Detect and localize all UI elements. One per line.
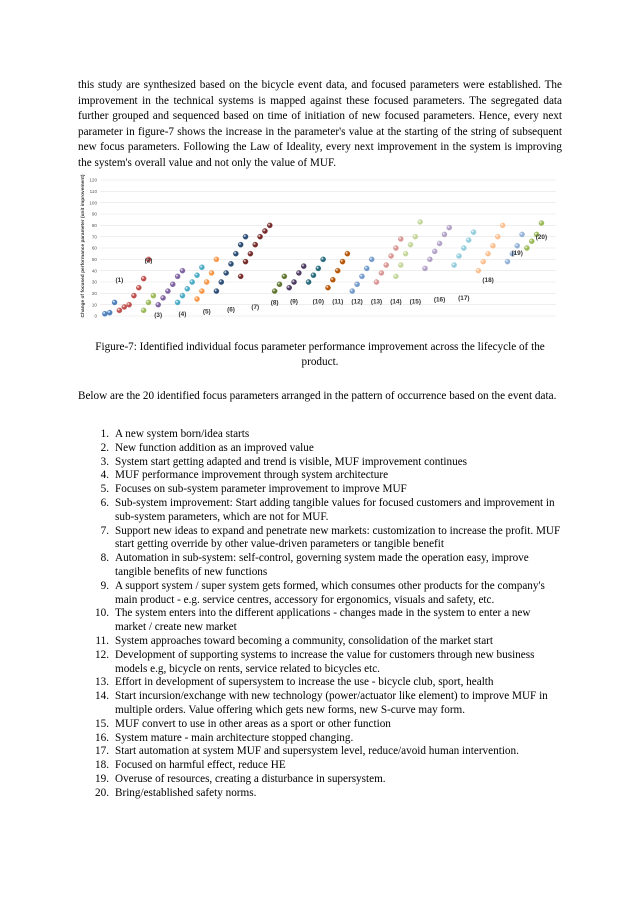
data-point [282, 274, 287, 279]
data-point [335, 268, 340, 273]
data-point [248, 251, 253, 256]
list-item [78, 676, 562, 690]
y-tick-label: 10 [91, 302, 97, 308]
data-point [345, 251, 350, 256]
data-point [422, 266, 427, 271]
list-item-number: 5. [100, 483, 109, 496]
data-point [233, 251, 238, 256]
data-point [180, 293, 185, 298]
list-intro: Below are the 20 identified focus parameters arranged in the pattern of occurrence based on the event data. [78, 390, 557, 402]
data-point [296, 270, 301, 275]
data-point [107, 310, 112, 315]
data-point [413, 234, 418, 239]
list-item-text: System start getting adapted and trend is visible, MUF improvement continues [115, 455, 468, 468]
data-point [374, 279, 379, 284]
series-label: (14) [390, 298, 402, 306]
intro-paragraph: this study are synthesized based on the bicycle event data, and focused parameters were established. The improvement in the technical systems is mapped against these focused parameters. The segregated data further grouped and sequenced based on time of initiation of new focused parameters. Hence, every next parameter in figure-7 shows the increase in the parameter's value at the starting of the string of subsequent new focus parameters. Following the Law of Ideality, every next improvement in the system is improving the system's overall value and not only the value of MUF. [78, 79, 562, 169]
series-label: (19) [511, 249, 523, 257]
data-point [199, 288, 204, 293]
scatter-plot [78, 172, 562, 330]
y-tick-label: 60 [91, 245, 97, 251]
list-item-number: 6. [100, 496, 109, 509]
data-point [393, 245, 398, 250]
data-point [311, 273, 316, 278]
data-point [316, 266, 321, 271]
list-item-number: 12. [95, 648, 109, 661]
list-item-number: 16. [95, 731, 109, 744]
list-item-number: 19. [95, 772, 109, 785]
list-item [78, 469, 562, 483]
data-point [243, 259, 248, 264]
series-label: (9) [290, 298, 298, 306]
data-point [388, 253, 393, 258]
list-item-text: Start automation at system MUF and supersystem level, reduce/avoid human intervention. [115, 745, 519, 758]
list-item-text: Support new ideas to expand and penetrate new markets: customization to increase the profit. MUF start getting override by other value-driven parameters or tangible benefit [115, 524, 561, 551]
data-point [524, 245, 529, 250]
data-point [340, 259, 345, 264]
list-item [78, 607, 562, 635]
data-point [505, 259, 510, 264]
list-item-number: 15. [95, 717, 109, 730]
list-item [78, 442, 562, 456]
data-point [253, 242, 258, 247]
data-point [160, 295, 165, 300]
data-point [306, 279, 311, 284]
list-item-text: A new system born/idea starts [115, 428, 250, 440]
list-item-text: Effort in development of supersystem to increase the use - bicycle club, sport, health [115, 676, 494, 689]
data-point [481, 259, 486, 264]
list-item-text: New function addition as an improved value [115, 441, 314, 454]
data-point [330, 277, 335, 282]
data-point [175, 300, 180, 305]
series-label: (4) [178, 311, 187, 318]
list-item [78, 787, 562, 801]
list-item [78, 773, 562, 787]
list-item-text: MUF performance improvement through system architecture [115, 469, 389, 482]
data-point [447, 225, 452, 230]
data-point [204, 279, 209, 284]
list-item [78, 456, 562, 470]
data-point [102, 311, 107, 316]
data-point [466, 237, 471, 242]
data-point [461, 245, 466, 250]
data-point [539, 220, 544, 225]
list-item [78, 525, 562, 553]
list-item [78, 580, 562, 608]
data-point [350, 288, 355, 293]
data-point [495, 234, 500, 239]
data-point [355, 282, 360, 287]
y-tick-label: 80 [91, 222, 97, 228]
data-point [127, 302, 132, 307]
list-item-text: Bring/established safety norms. [115, 786, 257, 799]
list-item [78, 552, 562, 580]
data-point [146, 300, 151, 305]
focus-parameter-list [78, 428, 562, 801]
y-tick-label: 20 [91, 290, 97, 296]
series-label: (18) [482, 277, 494, 284]
list-item-text: MUF convert to use in other areas as a sport or other function [115, 717, 391, 730]
data-point [277, 282, 282, 287]
y-tick-label: 120 [89, 177, 97, 183]
data-point [141, 276, 146, 281]
series-label: (6) [227, 306, 235, 314]
list-item-text: Focuses on sub-system parameter improvement to improve MUF [115, 483, 407, 496]
data-point [112, 300, 117, 305]
data-point [515, 243, 520, 248]
data-point [131, 293, 136, 298]
data-point [471, 230, 476, 235]
data-point [117, 308, 122, 313]
y-tick-label: 70 [91, 234, 97, 240]
list-item-number: 2. [100, 441, 109, 454]
list-item [78, 745, 562, 759]
data-point [427, 257, 432, 262]
data-point [214, 257, 219, 262]
data-point [238, 274, 243, 279]
data-point [476, 268, 481, 273]
list-item [78, 649, 562, 677]
data-point [452, 262, 457, 267]
list-item-number: 4. [100, 469, 109, 482]
data-point [301, 264, 306, 269]
list-item-number: 7. [100, 524, 109, 537]
data-point [141, 308, 146, 313]
data-point [393, 274, 398, 279]
list-item-number: 1. [100, 428, 109, 440]
list-item-text: System approaches toward becoming a community, consolidation of the market start [115, 634, 493, 647]
list-item-text: Overuse of resources, creating a disturbance in supersystem. [115, 772, 386, 785]
list-item-number: 9. [100, 579, 109, 592]
data-point [257, 234, 262, 239]
series-label: (8) [270, 299, 279, 307]
list-item [78, 759, 562, 773]
data-point [291, 279, 296, 284]
data-point [384, 262, 389, 267]
y-tick-label: 40 [91, 268, 97, 274]
data-point [456, 253, 461, 258]
series-label: (16) [433, 296, 446, 304]
y-tick-label: 110 [89, 188, 97, 194]
data-point [500, 223, 505, 228]
list-item [78, 635, 562, 649]
data-point [485, 251, 490, 256]
series-label: (5) [202, 308, 211, 316]
data-point [224, 270, 229, 275]
list-item-number: 18. [95, 759, 109, 772]
list-item-number: 10. [95, 607, 109, 620]
y-tick-labels [89, 178, 97, 319]
data-point [243, 234, 248, 239]
data-point [519, 232, 524, 237]
y-tick-label: 30 [91, 279, 97, 285]
data-point [398, 236, 403, 241]
series-label: (20) [535, 233, 548, 241]
data-point [287, 285, 292, 290]
list-item-text: System mature - main architecture stopped changing. [115, 731, 354, 744]
list-item-text: Start incursion/exchange with new technology (power/actuator like element) to improve MUF in multiple orders. Value offering which gets new forms, new S-curve may form. [115, 690, 548, 716]
y-tick-label: 50 [91, 256, 97, 262]
series-label: (11) [332, 298, 344, 306]
data-point [398, 262, 403, 267]
list-item [78, 483, 562, 497]
data-point [325, 285, 330, 290]
data-point [170, 282, 175, 287]
figure-caption: Figure-7: Identified individual focus parameter performance improvement across the lifecycle of the product. [95, 341, 545, 369]
data-point [418, 219, 423, 224]
list-item-text: The system enters into the different applications - changes made in the system to enter a new market / create new market [115, 607, 531, 634]
data-point [403, 251, 408, 256]
data-point [165, 288, 170, 293]
list-item-text: Focused on harmful effect, reduce HE [115, 759, 286, 772]
y-tick-label: 90 [91, 211, 97, 217]
data-point [364, 266, 369, 271]
data-point [175, 274, 180, 279]
list-item-number: 8. [100, 552, 109, 565]
data-point [262, 228, 267, 233]
data-point [408, 242, 413, 247]
data-point [194, 296, 199, 301]
list-item-number: 17. [95, 745, 109, 758]
data-point [156, 302, 161, 307]
data-point [122, 304, 127, 309]
list-item-number: 14. [95, 690, 109, 703]
data-point [238, 242, 243, 247]
list-item-number: 13. [95, 676, 109, 689]
figure-7-chart [78, 172, 562, 330]
data-point [219, 279, 224, 284]
list-item-number: 20. [95, 786, 109, 799]
series-label: (1) [115, 277, 124, 284]
list-item-number: 11. [95, 634, 109, 647]
y-tick-label: 0 [94, 313, 97, 319]
data-point [136, 285, 141, 290]
list-item [78, 497, 562, 525]
data-point [432, 249, 437, 254]
data-point [180, 268, 185, 273]
data-point [442, 232, 447, 237]
series-label: (3) [154, 312, 163, 320]
series-label: (10) [312, 298, 324, 306]
series-label: (12) [351, 298, 363, 306]
list-item-text: Development of supporting systems to increase the value for customers through new business models e.g, bicycle on rents, service related to bicycles etc. [115, 648, 535, 675]
data-point [194, 273, 199, 278]
data-point [490, 243, 495, 248]
y-tick-label: 100 [89, 200, 97, 206]
list-item [78, 428, 562, 442]
series-label: (15) [409, 298, 422, 306]
data-point [379, 270, 384, 275]
series-label: (2) [144, 257, 153, 265]
list-item [78, 690, 562, 718]
y-axis-label: Change of focused performance parameter (unit improvement) [81, 174, 86, 318]
list-item-text: Sub-system improvement: Start adding tangible values for focused customers and improvement in sub-system parameters, which are not for MUF. [115, 496, 555, 523]
series-label: (17) [458, 295, 470, 303]
series-label: (7) [251, 304, 260, 312]
data-point [272, 288, 277, 293]
data-point [199, 265, 204, 270]
data-point [185, 286, 190, 291]
gridlines [100, 180, 556, 316]
data-point [151, 293, 156, 298]
list-item-text: Automation in sub-system: self-control, governing system made the operation easy, improve tangible benefits of new functions [115, 552, 529, 578]
data-point [214, 288, 219, 293]
data-point [529, 239, 534, 244]
data-point [267, 223, 272, 228]
data-point [359, 274, 364, 279]
list-item [78, 718, 562, 732]
data-point [209, 270, 214, 275]
data-point [228, 261, 233, 266]
list-item [78, 732, 562, 746]
data-point [321, 257, 326, 262]
list-item-text: A support system / super system gets formed, which consumes other products for the company's main product - e.g. service centres, accessory for ergonomics, visuals and safety, etc. [115, 579, 545, 606]
data-point [369, 257, 374, 262]
data-point [437, 241, 442, 246]
data-point [190, 279, 195, 284]
series-label: (13) [370, 298, 383, 306]
list-item-number: 3. [100, 455, 109, 468]
